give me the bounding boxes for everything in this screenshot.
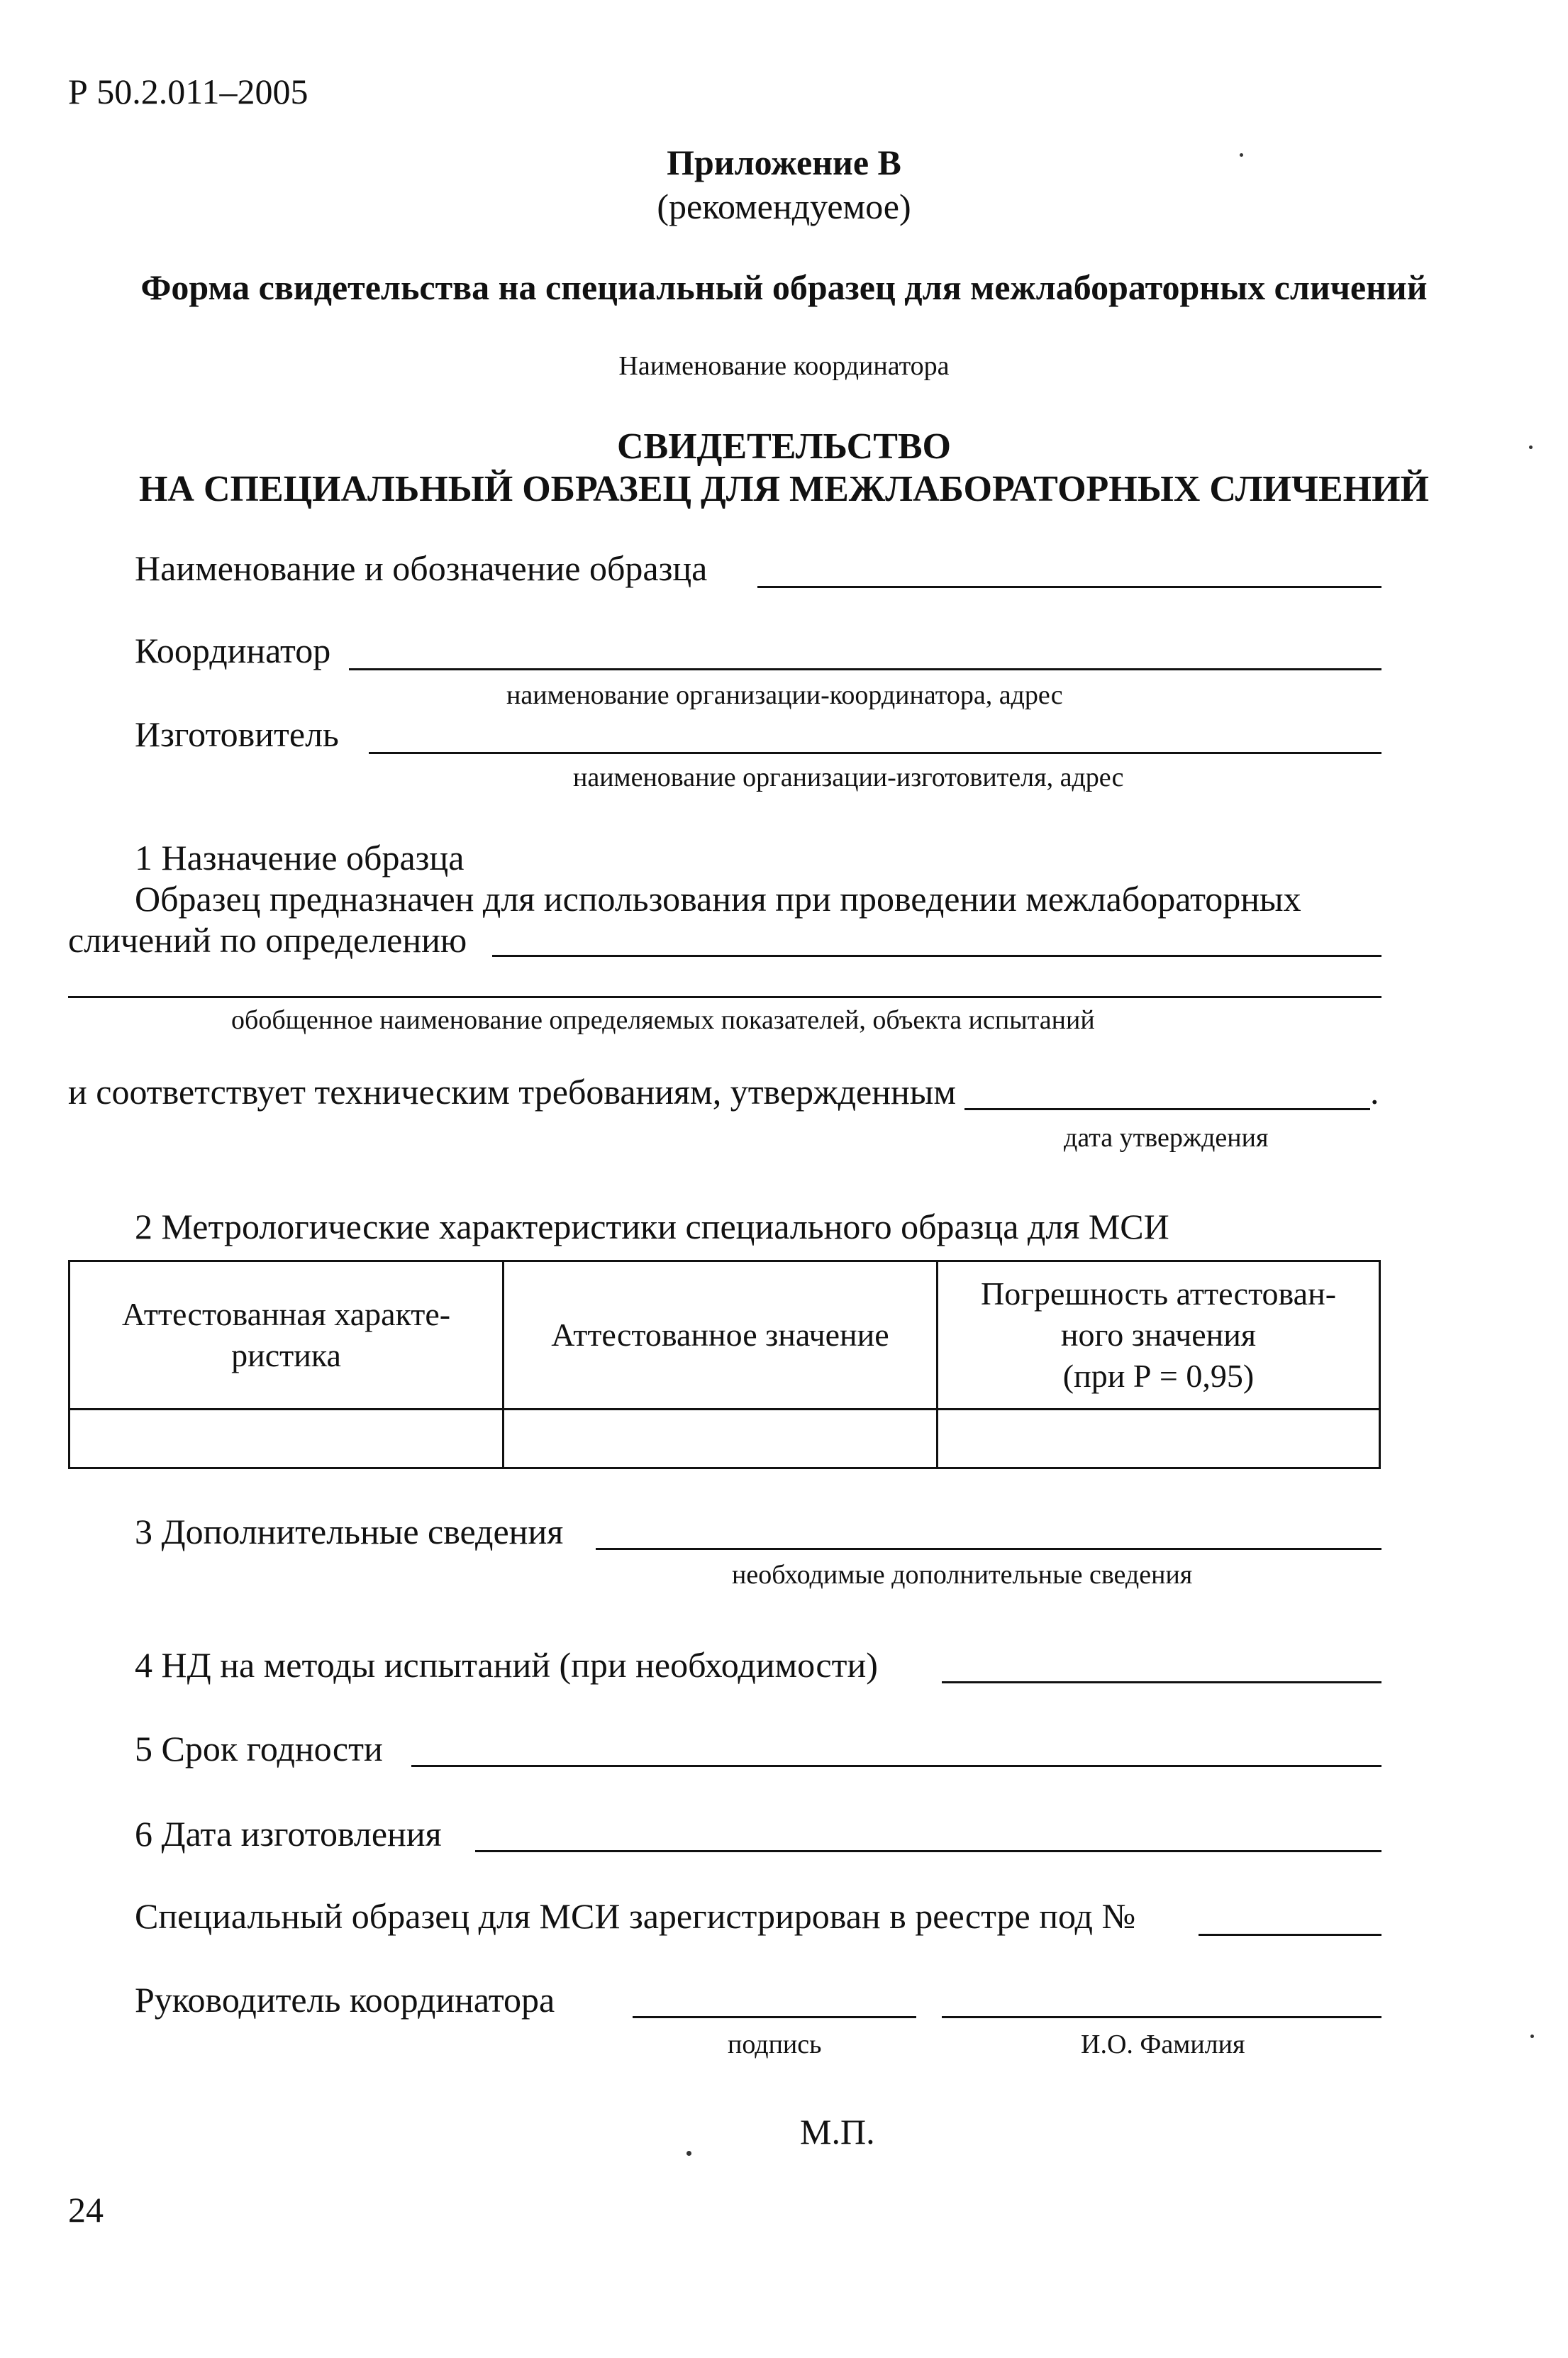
manufacturer-hint: наименование организации-изготовителя, адрес: [573, 763, 1124, 792]
coordinator-line[interactable]: [349, 668, 1381, 670]
document-number: Р 50.2.011–2005: [68, 72, 308, 111]
table-row: [69, 1410, 1380, 1468]
section1-line2: сличений по определению: [68, 920, 467, 960]
approval-date-line[interactable]: [964, 1108, 1370, 1110]
determination-line-2[interactable]: [68, 996, 1381, 998]
additional-info-hint: необходимые дополнительные сведения: [732, 1560, 1193, 1590]
table-cell-value[interactable]: [504, 1410, 938, 1468]
shelf-life-line[interactable]: [411, 1765, 1381, 1767]
additional-info-line[interactable]: [596, 1548, 1381, 1550]
sample-name-label: Наименование и обозначение образца: [135, 548, 708, 588]
appendix-title: Приложение В: [667, 143, 901, 182]
scan-speck: [1240, 153, 1243, 157]
manufacturer-line[interactable]: [369, 752, 1381, 754]
appendix-subtitle: (рекомендуемое): [657, 187, 911, 226]
form-title: Форма свидетельства на специальный образец для межлабораторных сличений: [140, 267, 1428, 307]
certificate-title-line1: СВИДЕТЕЛЬСТВО: [616, 426, 952, 467]
determination-hint: обобщенное наименование определяемых показателей, объекта испытаний: [231, 1005, 1095, 1035]
column-header-error-line2: ного значения: [1060, 1317, 1257, 1353]
approval-date-hint: дата утверждения: [1064, 1123, 1269, 1153]
scan-speck: [1530, 2035, 1534, 2038]
column-header-value: Аттестованное значение: [504, 1261, 938, 1410]
stamp-place: М.П.: [800, 2112, 875, 2152]
test-methods-line[interactable]: [942, 1681, 1381, 1683]
manufacture-date-line[interactable]: [475, 1850, 1381, 1852]
column-header-error-line3: (при Р = 0,95): [1062, 1358, 1255, 1394]
scan-speck: [1529, 445, 1533, 449]
determination-line[interactable]: [492, 955, 1381, 957]
section1-heading: 1 Назначение образца: [135, 838, 465, 878]
section6-label: 6 Дата изготовления: [135, 1814, 442, 1854]
signature-line[interactable]: [633, 2016, 916, 2018]
signature-label: Руководитель координатора: [135, 1980, 555, 2020]
page-number: 24: [68, 2190, 104, 2230]
table-header-row: [69, 1261, 1380, 1410]
section5-label: 5 Срок годности: [135, 1729, 383, 1768]
compliance-text: и соответствует техническим требованиям, утвержденным: [68, 1072, 956, 1112]
compliance-period: .: [1370, 1072, 1379, 1112]
manufacturer-label: Изготовитель: [135, 714, 339, 754]
full-name-line[interactable]: [942, 2016, 1381, 2018]
full-name-hint: И.О. Фамилия: [1081, 2030, 1245, 2059]
certificate-title-line2: НА СПЕЦИАЛЬНЫЙ ОБРАЗЕЦ ДЛЯ МЕЖЛАБОРАТОРНЫХ СЛИЧЕНИЙ: [138, 469, 1429, 509]
table-cell-error[interactable]: [938, 1410, 1380, 1468]
column-header-error-line1: Погрешность аттестован-: [980, 1275, 1337, 1312]
section2-heading: 2 Метрологические характеристики специального образца для МСИ: [135, 1207, 1169, 1246]
column-header-characteristic: Аттестованная характе-ристика: [69, 1261, 504, 1410]
metrology-table: [68, 1260, 1381, 1469]
column-header-error: [938, 1261, 1380, 1410]
coordinator-caption: Наименование координатора: [618, 351, 950, 381]
signature-hint: подпись: [728, 2030, 822, 2059]
section3-label: 3 Дополнительные сведения: [135, 1512, 564, 1551]
sample-name-line[interactable]: [757, 586, 1381, 588]
section1-line1: Образец предназначен для использования при проведении межлабораторных: [135, 879, 1301, 919]
coordinator-hint: наименование организации-координатора, адрес: [506, 680, 1063, 710]
table-cell-characteristic[interactable]: [69, 1410, 504, 1468]
section4-label: 4 НД на методы испытаний (при необходимости): [135, 1645, 878, 1685]
scan-speck: [686, 2151, 691, 2156]
coordinator-label: Координатор: [135, 631, 331, 670]
registry-number-line[interactable]: [1199, 1934, 1381, 1936]
registry-label: Специальный образец для МСИ зарегистрирован в реестре под №: [135, 1896, 1136, 1936]
